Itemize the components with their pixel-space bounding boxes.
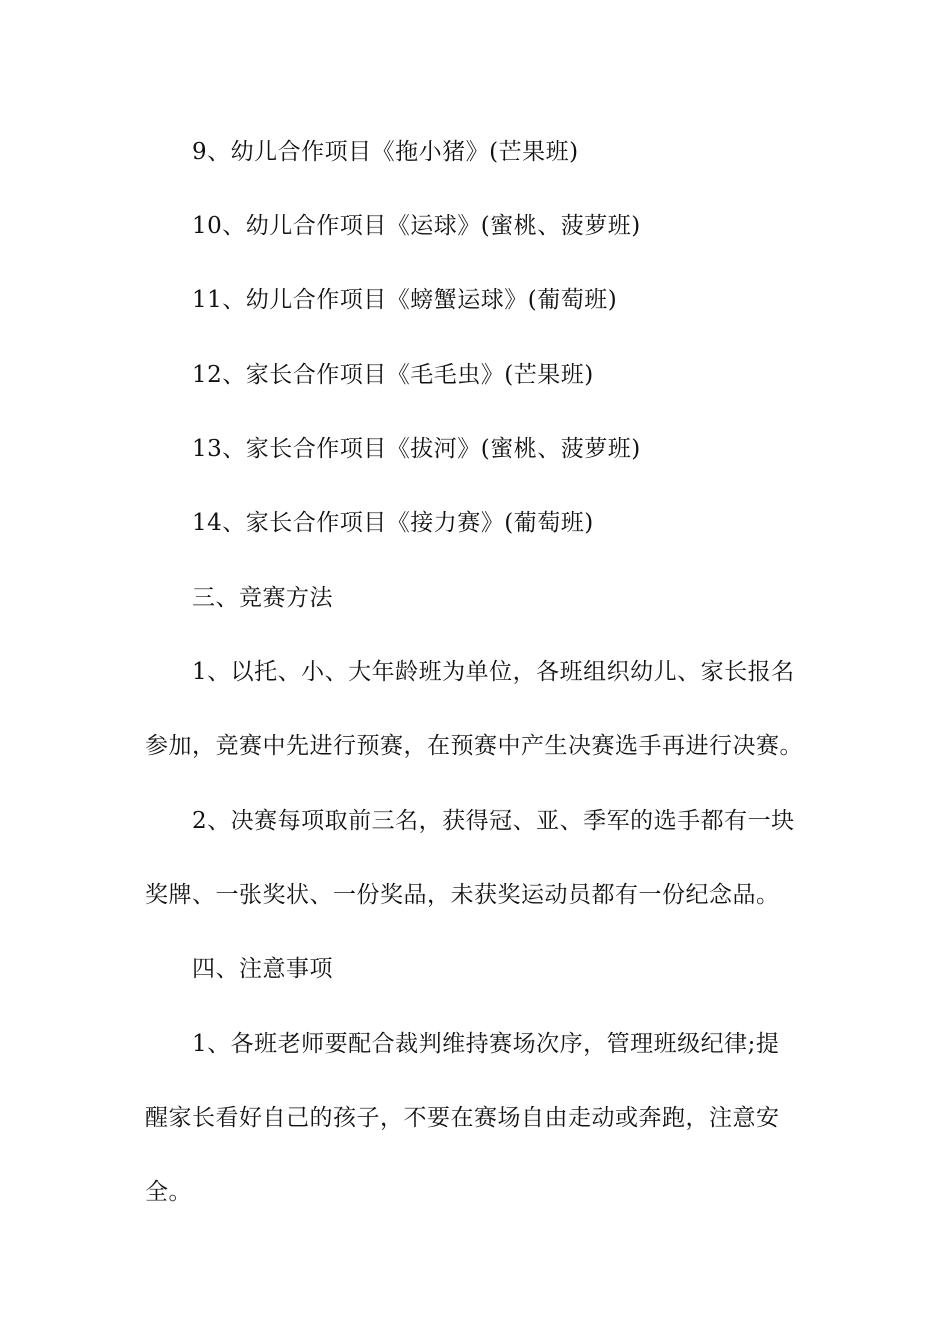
paragraph-line: 1、以托、小、大年龄班为单位，各班组织幼儿、家长报名 (192, 659, 795, 685)
list-item: 9、幼儿合作项目《拖小猪》(芒果班) (192, 139, 579, 165)
section-heading: 四、注意事项 (192, 956, 333, 982)
list-item: 10、幼儿合作项目《运球》(蜜桃、菠萝班) (192, 213, 641, 239)
paragraph-line: 2、决赛每项取前三名，获得冠、亚、季军的选手都有一块 (192, 808, 795, 834)
list-item: 14、家长合作项目《接力赛》(葡萄班) (192, 510, 594, 536)
paragraph-line: 醒家长看好自己的孩子，不要在赛场自由走动或奔跑，注意安 (145, 1105, 780, 1131)
paragraph-line: 全。 (145, 1179, 192, 1205)
paragraph-line: 1、各班老师要配合裁判维持赛场次序，管理班级纪律;提 (192, 1031, 780, 1057)
section-heading: 三、竞赛方法 (192, 585, 333, 611)
paragraph-line: 奖牌、一张奖状、一份奖品，未获奖运动员都有一份纪念品。 (145, 882, 780, 908)
list-item: 13、家长合作项目《拔河》(蜜桃、菠萝班) (192, 436, 641, 462)
list-item: 11、幼儿合作项目《螃蟹运球》(葡萄班) (192, 287, 618, 313)
list-item: 12、家长合作项目《毛毛虫》(芒果班) (192, 362, 594, 388)
paragraph-line: 参加，竞赛中先进行预赛，在预赛中产生决赛选手再进行决赛。 (145, 733, 803, 759)
